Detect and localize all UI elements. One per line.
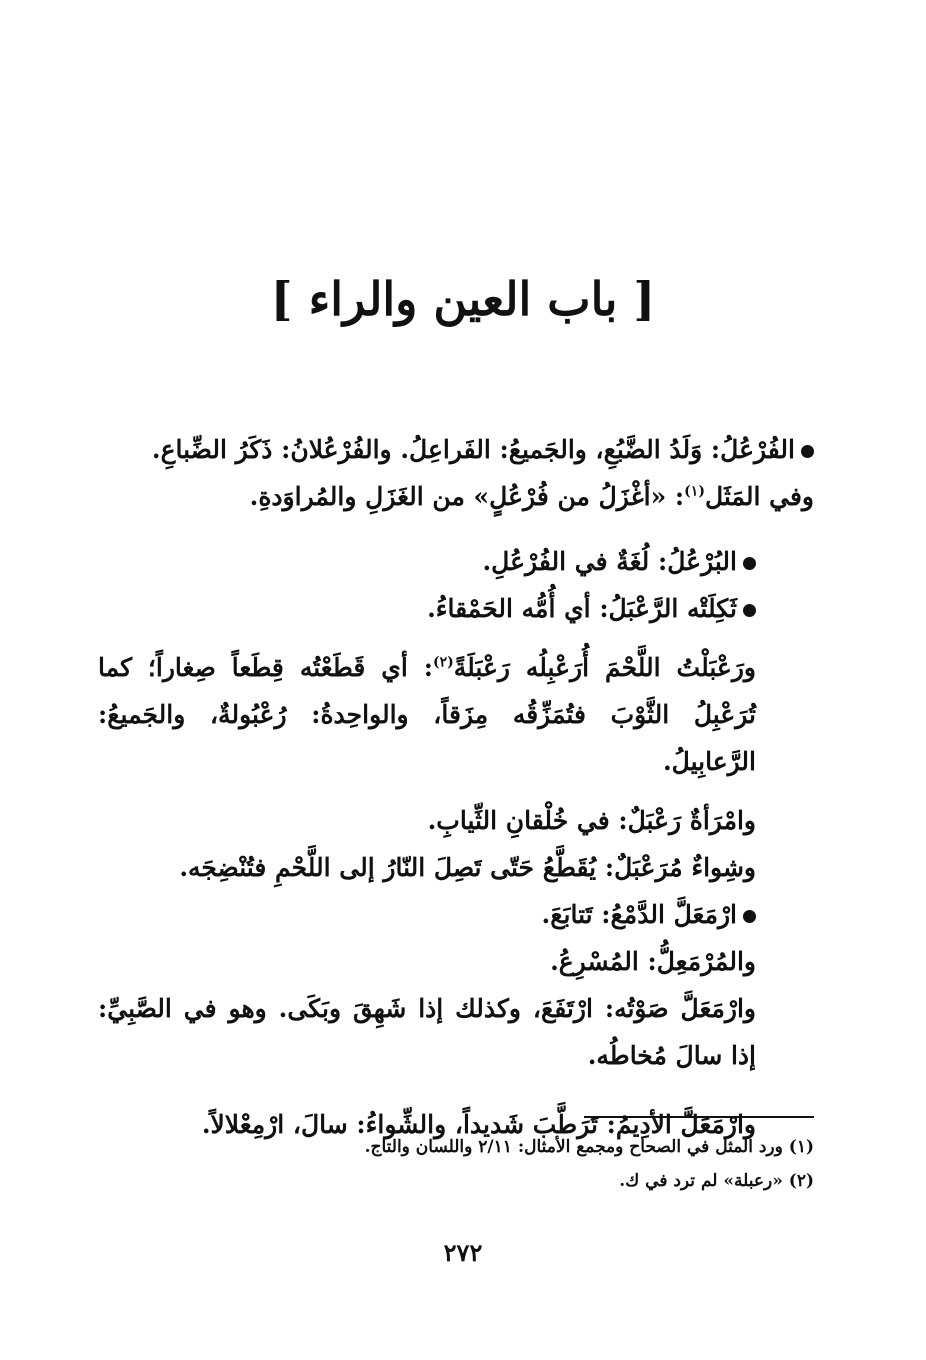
entry-paragraph [98, 426, 814, 473]
entry-paragraph [98, 473, 814, 520]
paragraph-text: والمُرْمَعِلُّ: المُسْرِعُ. [550, 947, 756, 976]
entry-paragraph [98, 585, 814, 632]
entry-paragraph [98, 644, 814, 785]
page-number: ٢٧٢ [443, 1238, 483, 1267]
paragraph-text: ارْمَعَلَّ الدَّمْعُ: تَتابَعَ. [541, 900, 737, 929]
footnote-reference: (١) [684, 483, 705, 500]
paragraph-text: وفي المَثَل [704, 482, 814, 511]
entry-body [98, 426, 814, 1148]
entry-paragraph [98, 938, 814, 985]
paragraph-text: وشِواءٌ مُرَعْبَلٌ: يُقَطَّعُ حَتّى تَصِلَ النّارُ إلى اللَّحْمِ فتُنْضِجَه. [179, 853, 756, 882]
paragraph-text: البُرْعُلُ: لُغَةٌ في الفُرْعُلِ. [482, 547, 737, 576]
entry-paragraph [98, 985, 814, 1079]
paragraph-text: الفُرْعُلُ: وَلَدُ الضَّبُعِ، والجَميعُ: الفَراعِلُ. والفُرْعُلانُ: ذَكَرُ الضِّباعِ. [151, 435, 795, 464]
paragraph-text: : «أغْزَلُ من فُرْعُلٍ» من الغَزَلِ والمُراوَدةِ. [249, 482, 685, 511]
paragraph-text: وارْمَعَلَّ صَوْتُه: ارْتَفَعَ، وكذلك إذا شَهِقَ وبَكَى. وهو في الصَّبِيِّ: إذا سالَ مُخاطُه. [98, 994, 756, 1070]
entry-paragraph [98, 797, 814, 844]
footnote: (٢) «رعبلة» لم ترد في ك. [619, 1171, 814, 1191]
paragraph-text: : أي قَطَعْتُه قِطَعاً صِغاراً؛ كما تُرَعْبِلُ الثَّوْبَ فتُمَزِّقُه مِزَقاً، والواحِدةُ: رُعْبُولةٌ، والجَميعُ: الرَّعابِيلُ. [98, 653, 756, 776]
footnote: (١) ورد المثل في الصحاح ومجمع الأمثال: ٢/١١ واللسان والتاج. [364, 1137, 814, 1157]
entry-paragraph [98, 538, 814, 585]
footnote-divider [584, 1116, 814, 1118]
bullet-dot-icon [743, 604, 756, 617]
chapter-title: [ باب العين والراء ] [270, 271, 656, 326]
bullet-dot-icon [801, 445, 814, 458]
entry-paragraph [98, 891, 814, 938]
entry-paragraph [98, 844, 814, 891]
paragraph-text: ورَعْبَلْتُ اللَّحْمَ أُرَعْبِلُه رَعْبَلَةً [453, 653, 756, 682]
paragraph-text: ثَكِلَتْه الرَّعْبَلُ: أي أُمُّه الحَمْقاءُ. [427, 594, 737, 623]
bullet-dot-icon [743, 557, 756, 570]
footnotes [98, 1130, 814, 1198]
bullet-dot-icon [743, 910, 756, 923]
paragraph-text: وارْمَعَلَّ الأدِيمُ: تَرَطَّبَ شَديداً، والشِّواءُ: سالَ، ارْمِعْلالاً. [201, 1110, 756, 1139]
paragraph-text: وامْرَأةٌ رَعْبَلٌ: في خُلْقانِ الثِّيابِ. [427, 806, 756, 835]
footnote-reference: (٢) [432, 654, 454, 671]
